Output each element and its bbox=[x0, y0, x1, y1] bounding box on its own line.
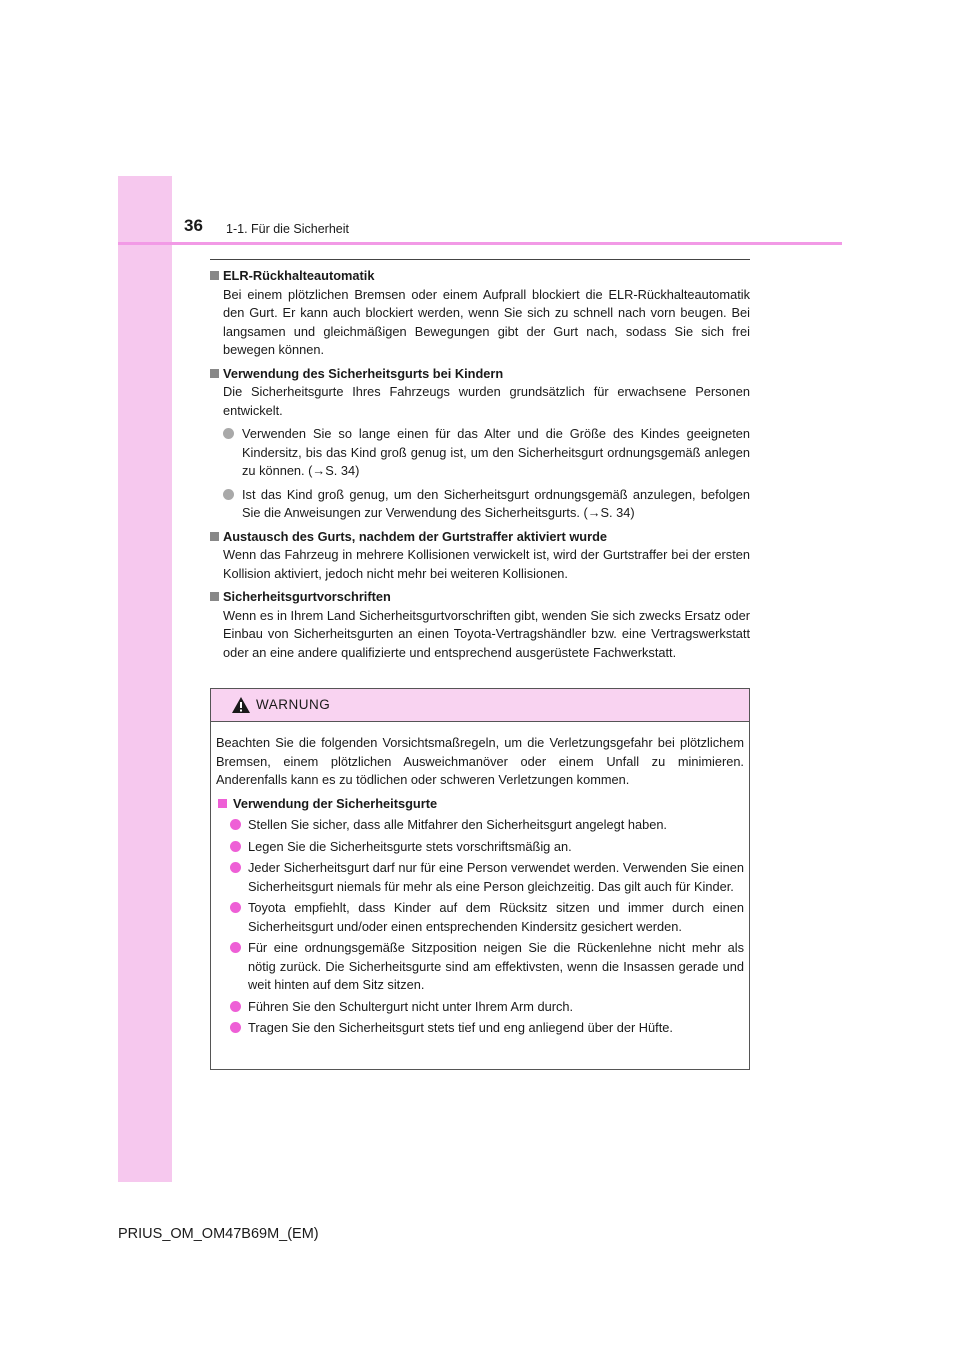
main-content bbox=[210, 267, 750, 667]
list-item: Legen Sie die Sicherheitsgurte stets vorschriftsmäßig an. bbox=[216, 838, 744, 857]
page-number: 36 bbox=[184, 216, 203, 235]
circle-bullet-icon bbox=[230, 942, 241, 953]
circle-bullet-icon bbox=[230, 862, 241, 873]
list-item: Verwenden Sie so lange einen für das Alter und die Größe des Kindes geeigneten Kindersitz, bis das Kind groß genug ist, um den Sicherheitsgurt ordnungsgemäß anlegen zu können. (→S. 34) bbox=[210, 425, 750, 481]
warning-intro: Beachten Sie die folgenden Vorsichtsmaßregeln, um die Verletzungsgefahr bei plötzlichem Bremsen, einem plötzlichen Ausweichmanöver oder einem Unfall zu minimieren. Anderenfalls kann es zu tödlichen oder schweren Verletzungen kommen. bbox=[216, 735, 744, 787]
footer-code: PRIUS_OM_OM47B69M_(EM) bbox=[118, 1226, 319, 1242]
circle-bullet-icon bbox=[223, 428, 234, 439]
side-tab-band bbox=[118, 176, 172, 1182]
section-title: ELR-Rückhalteautomatik bbox=[223, 268, 375, 283]
section-text: Wenn es in Ihrem Land Sicherheitsgurtvorschriften gibt, wenden Sie sich zwecks Ersatz oder Einbau von Sicherheitsgurten an einen Toyota-Vertragshändler bzw. eine Vertragswerkstatt oder an eine andere qualifizierte und entsprechend ausgerüstete Fachwerkstatt. bbox=[223, 607, 750, 660]
warning-triangle-icon bbox=[231, 696, 251, 714]
header-rule bbox=[118, 242, 842, 245]
list-item: Führen Sie den Schultergurt nicht unter Ihrem Arm durch. bbox=[216, 998, 744, 1017]
square-bullet-icon bbox=[210, 271, 219, 280]
warning-box bbox=[210, 688, 750, 1070]
circle-bullet-icon bbox=[230, 819, 241, 830]
warning-body bbox=[211, 722, 749, 1038]
square-bullet-icon bbox=[210, 532, 219, 541]
circle-bullet-icon bbox=[230, 1022, 241, 1033]
list-item: Tragen Sie den Sicherheitsgurt stets tief und eng anliegend über der Hüfte. bbox=[216, 1019, 744, 1038]
warning-header bbox=[211, 689, 749, 722]
circle-bullet-icon bbox=[230, 841, 241, 852]
square-bullet-icon bbox=[210, 592, 219, 601]
content-divider bbox=[210, 259, 750, 260]
section-text: Wenn das Fahrzeug in mehrere Kollisionen verwickelt ist, wird der Gurtstraffer bei der ersten Kollision aktiviert, jedoch nicht mehr bei weiteren Kollisionen. bbox=[223, 547, 750, 581]
warning-title: WARNUNG bbox=[256, 697, 331, 712]
chapter-title: 1-1. Für die Sicherheit bbox=[226, 222, 349, 236]
section-replacement bbox=[210, 528, 750, 584]
list-item: Stellen Sie sicher, dass alle Mitfahrer den Sicherheitsgurt angelegt haben. bbox=[216, 816, 744, 835]
section-title: Austausch des Gurts, nachdem der Gurtstraffer aktiviert wurde bbox=[223, 528, 608, 544]
section-elr bbox=[210, 267, 750, 360]
square-bullet-icon bbox=[218, 799, 227, 808]
circle-bullet-icon bbox=[223, 489, 234, 500]
list-item: Für eine ordnungsgemäße Sitzposition neigen Sie die Rückenlehne nicht mehr als nötig zurück. Die Sicherheitsgurte sind am effektivsten, wenn die Insassen gerade und weit hinten auf dem Sitz sitzen. bbox=[216, 939, 744, 995]
list-item: Ist das Kind groß genug, um den Sicherheitsgurt ordnungsgemäß anzulegen, befolgen Sie die Anweisungen zur Verwendung des Sicherheitsgurts. (→S. 34) bbox=[210, 486, 750, 523]
section-text: Die Sicherheitsgurte Ihres Fahrzeugs wurden grundsätzlich für erwachsene Personen entwickelt. bbox=[223, 384, 750, 418]
section-regulations bbox=[210, 588, 750, 662]
section-text: Bei einem plötzlichen Bremsen oder einem Aufprall blockiert die ELR-Rückhalteautomatik den Gurt. Er kann auch blockiert werden, wenn Sie sich zu schnell nach vorn beugen. Bei langsamen und gleichmäßigen Bewegungen gibt der Gurt nach, sodass Sie sich frei bewegen können. bbox=[223, 286, 750, 357]
circle-bullet-icon bbox=[230, 1001, 241, 1012]
list-item: Toyota empfiehlt, dass Kinder auf dem Rücksitz sitzen und immer durch einen Sicherheitsgurt und/oder einen entsprechenden Kindersitz gesichert werden. bbox=[216, 899, 744, 936]
section-children bbox=[210, 365, 750, 523]
section-title: Verwendung des Sicherheitsgurts bei Kindern bbox=[223, 365, 504, 381]
square-bullet-icon bbox=[210, 369, 219, 378]
section-title: Sicherheitsgurtvorschriften bbox=[223, 589, 391, 604]
list-item: Jeder Sicherheitsgurt darf nur für eine Person verwendet werden. Verwenden Sie einen Sicherheitsgurt niemals für mehr als eine Person gleichzeitig. Das gilt auch für Kinder. bbox=[216, 859, 744, 896]
warning-section-title: Verwendung der Sicherheitsgurte bbox=[233, 795, 438, 811]
circle-bullet-icon bbox=[230, 902, 241, 913]
